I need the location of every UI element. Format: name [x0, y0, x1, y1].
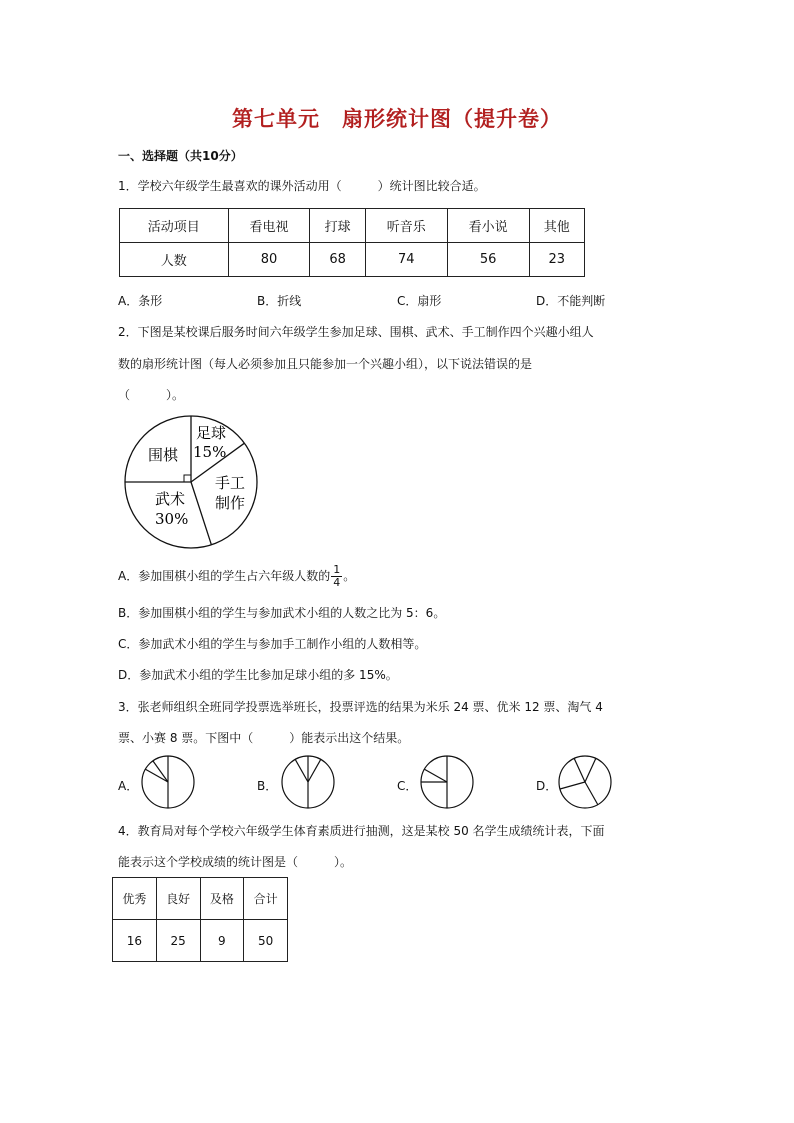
pie-percent-football: 15%: [193, 443, 227, 461]
table-row: [120, 243, 585, 277]
q3-stem-line2: 票、小赛 8 票。下图中（ ）能表示出这个结果。: [118, 731, 410, 745]
q2-pie-chart: [118, 412, 268, 554]
table-header-cell: 听音乐: [365, 209, 447, 243]
q1-option-b[interactable]: B．折线: [257, 294, 302, 308]
pie-label-handcraft: 手工: [215, 474, 246, 492]
q1-table: [119, 208, 585, 277]
table-row: [113, 920, 288, 962]
table-header-cell: 优秀: [113, 878, 157, 920]
pie-label-handcraft-2: 制作: [215, 494, 246, 512]
q2-option-a-text: A．参加围棋小组的学生占六年级人数的: [118, 569, 331, 583]
table-cell: 16: [113, 920, 157, 962]
q1-stem: 1．学校六年级学生最喜欢的课外活动用（ ）统计图比较合适。: [118, 179, 486, 193]
pie-label-go: 围棋: [148, 446, 179, 464]
q3-option-c-pie[interactable]: [418, 755, 478, 811]
table-header-cell: 及格: [200, 878, 244, 920]
q3-option-c-label[interactable]: C．: [397, 779, 418, 793]
q1-option-d[interactable]: D．不能判断: [536, 294, 606, 308]
fraction-denominator: 4: [333, 576, 341, 589]
fraction-numerator: 1: [333, 563, 341, 576]
table-cell: 25: [156, 920, 200, 962]
q2-option-c[interactable]: C．参加武术小组的学生与参加手工制作小组的人数相等。: [118, 637, 427, 651]
table-cell: 9: [200, 920, 244, 962]
table-cell: 74: [365, 243, 447, 277]
table-cell: 23: [529, 243, 584, 277]
table-header-cell: 打球: [310, 209, 365, 243]
table-header-cell: 合计: [244, 878, 288, 920]
table-cell: 80: [228, 243, 310, 277]
q3-option-b-label[interactable]: B．: [257, 779, 278, 793]
table-header-cell: 看电视: [228, 209, 310, 243]
q1-option-a[interactable]: A．条形: [118, 294, 163, 308]
q4-table: [112, 877, 288, 962]
q3-stem-line1: 3．张老师组织全班同学投票选举班长，投票评选的结果为米乐 24 票、优米 12 票、淘气 4: [118, 700, 603, 714]
q2-stem-line1: 2．下图是某校课后服务时间六年级学生参加足球、围棋、武术、手工制作四个兴趣小组人: [118, 325, 594, 339]
table-cell: 56: [447, 243, 529, 277]
table-cell: 50: [244, 920, 288, 962]
table-header-cell: 其他: [529, 209, 584, 243]
q3-option-d-pie[interactable]: [556, 755, 616, 811]
table-row: [113, 878, 288, 920]
pie-label-football: 足球: [196, 424, 227, 442]
q2-option-b[interactable]: B．参加围棋小组的学生与参加武术小组的人数之比为 5：6。: [118, 606, 446, 620]
q2-option-d[interactable]: D．参加武术小组的学生比参加足球小组的多 15%。: [118, 668, 398, 682]
q2-stem-line2: 数的扇形统计图（每人必须参加且只能参加一个兴趣小组），以下说法错误的是: [118, 357, 533, 371]
table-header-cell: 良好: [156, 878, 200, 920]
page-title: 第七单元 扇形统计图（提升卷）: [232, 106, 562, 131]
section-heading: 一、选择题（共10分）: [118, 149, 243, 163]
q2-option-a[interactable]: [118, 564, 355, 589]
pie-label-wushu: 武术: [155, 490, 186, 508]
q3-option-a-label[interactable]: A．: [118, 779, 139, 793]
table-row: [120, 209, 585, 243]
q3-option-d-label[interactable]: D．: [536, 779, 558, 793]
q4-stem-line2: 能表示这个学校成绩的统计图是（ ）。: [118, 855, 353, 869]
q3-option-a-pie[interactable]: [139, 755, 199, 811]
q3-option-b-pie[interactable]: [279, 755, 339, 811]
fraction: [331, 564, 342, 589]
q2-stem-line3: （ ）。: [118, 388, 185, 402]
q1-option-c[interactable]: C．扇形: [397, 294, 442, 308]
table-cell: 人数: [120, 243, 229, 277]
q4-stem-line1: 4．教育局对每个学校六年级学生体育素质进行抽测，这是某校 50 名学生成绩统计表，下面: [118, 824, 605, 838]
pie-percent-wushu: 30%: [155, 510, 189, 528]
table-header-cell: 活动项目: [120, 209, 229, 243]
table-header-cell: 看小说: [447, 209, 529, 243]
q2-option-a-end: 。: [343, 569, 356, 583]
table-cell: 68: [310, 243, 365, 277]
